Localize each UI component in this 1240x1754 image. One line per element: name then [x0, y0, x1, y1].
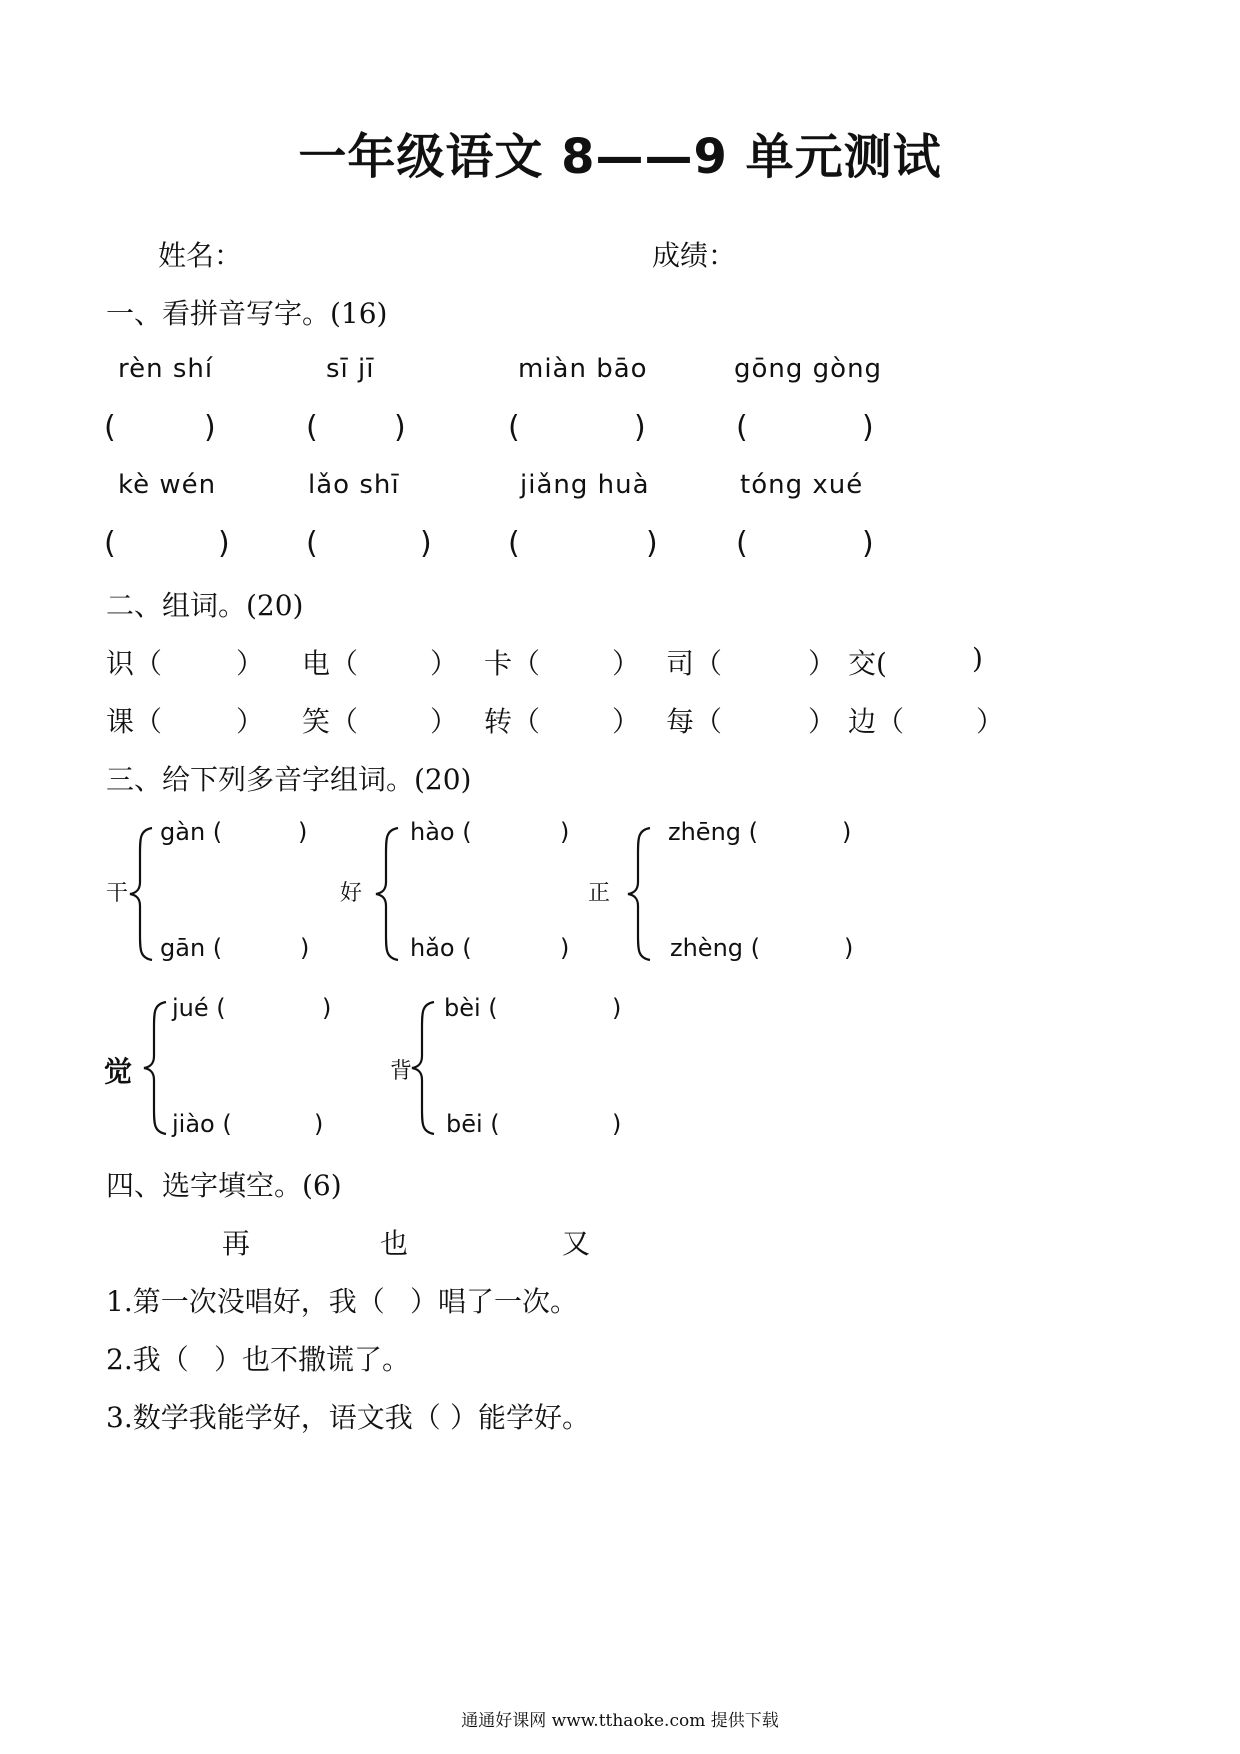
close-paren: ) [314, 1110, 324, 1138]
polyphone-pinyin: bēi ( [446, 1110, 500, 1138]
word-item: 识（ [106, 647, 163, 680]
close-paren: ) [300, 934, 310, 962]
close-paren: ) [862, 526, 874, 561]
polyphone-pinyin: gàn ( [160, 818, 223, 846]
close-paren: ) [612, 1110, 622, 1138]
close-paren: ） [430, 647, 459, 680]
close-paren: ) [218, 526, 230, 561]
pinyin-item: kè wén [118, 470, 217, 500]
close-paren: ） [236, 705, 265, 738]
polyphone-pinyin: gān ( [160, 934, 223, 962]
polyphone-char: 觉 [104, 1055, 133, 1088]
section2-heading: 二、组词。(20) [106, 589, 304, 622]
section4-heading: 四、选字填空。(6) [106, 1169, 342, 1202]
polyphone-pinyin: zhèng ( [670, 934, 761, 962]
polyphone-char: 干 [106, 881, 129, 906]
open-paren: ( [306, 526, 318, 561]
open-paren: ( [508, 410, 520, 445]
close-paren: ） [236, 647, 265, 680]
open-paren: ( [736, 410, 748, 445]
polyphone-pinyin: hǎo ( [410, 934, 472, 962]
open-paren: ( [736, 526, 748, 561]
close-paren: ） [612, 647, 641, 680]
sentence-part: 1.第一次没唱好，我（ [106, 1285, 385, 1318]
pinyin-item: sī jī [326, 354, 375, 384]
sentence-part: ）也不撒谎了。 [214, 1343, 411, 1376]
close-paren: ） [430, 705, 459, 738]
pinyin-item: jiǎng huà [520, 470, 650, 500]
left-brace-icon [624, 826, 658, 962]
open-paren: ( [508, 526, 520, 561]
word-item: 每（ [666, 705, 723, 738]
close-paren: ) [560, 818, 570, 846]
left-brace-icon [126, 826, 160, 962]
word-item: 交( [848, 647, 887, 680]
close-paren: ) [322, 994, 332, 1022]
polyphone-pinyin: bèi ( [444, 994, 498, 1022]
close-paren: ） [976, 705, 1005, 738]
close-paren: ) [844, 934, 854, 962]
open-paren: ( [306, 410, 318, 445]
close-paren: ) [420, 526, 432, 561]
word-item: 转（ [484, 705, 541, 738]
open-paren: ( [104, 526, 116, 561]
section1-heading: 一、看拼音写字。(16) [106, 297, 388, 330]
word-item: 卡（ [484, 647, 541, 680]
word-item: 边（ [848, 705, 905, 738]
choice-char: 也 [380, 1227, 409, 1260]
polyphone-char: 背 [390, 1059, 413, 1084]
pinyin-item: rèn shí [118, 354, 214, 384]
word-item: 课（ [106, 705, 163, 738]
section3-heading: 三、给下列多音字组词。(20) [106, 763, 472, 796]
sentence-part: ）唱了一次。 [410, 1285, 579, 1318]
close-paren: ) [560, 934, 570, 962]
word-item: 电（ [302, 647, 359, 680]
polyphone-pinyin: zhēng ( [668, 818, 759, 846]
close-paren: ) [204, 410, 216, 445]
close-paren: ） [612, 705, 641, 738]
polyphone-pinyin: jué ( [172, 994, 226, 1022]
sentence-part: ）能学好。 [450, 1401, 591, 1434]
close-paren: ） [808, 705, 837, 738]
left-brace-icon [408, 1000, 442, 1136]
close-paren: ) [634, 410, 646, 445]
pinyin-item: miàn bāo [518, 354, 648, 384]
score-label: 成绩： [652, 239, 737, 272]
close-paren: ） [808, 647, 837, 680]
left-brace-icon [140, 1000, 174, 1136]
close-paren: ) [862, 410, 874, 445]
word-item: 司（ [666, 647, 723, 680]
polyphone-char: 正 [588, 881, 611, 906]
choice-char: 又 [562, 1227, 591, 1260]
close-paren: ) [972, 642, 983, 675]
close-paren: ) [646, 526, 658, 561]
page-title: 一年级语文 8——9 单元测试 [298, 129, 942, 185]
pinyin-item: lǎo shī [308, 470, 400, 500]
choice-char: 再 [222, 1227, 251, 1260]
word-item: 笑（ [302, 705, 359, 738]
open-paren: ( [104, 410, 116, 445]
polyphone-pinyin: jiào ( [172, 1110, 232, 1138]
footer-text: 通通好课网 www.tthaoke.com 提供下载 [461, 1711, 779, 1731]
polyphone-char: 好 [340, 881, 363, 906]
sentence-part: 2.我（ [106, 1343, 189, 1376]
pinyin-item: gōng gòng [734, 354, 883, 384]
polyphone-pinyin: hào ( [410, 818, 472, 846]
pinyin-item: tóng xué [740, 470, 864, 500]
name-label: 姓名： [158, 239, 243, 272]
sentence-part: 3.数学我能学好，语文我（ [106, 1401, 441, 1434]
close-paren: ) [842, 818, 852, 846]
close-paren: ) [298, 818, 308, 846]
left-brace-icon [372, 826, 406, 962]
close-paren: ) [394, 410, 406, 445]
close-paren: ) [612, 994, 622, 1022]
